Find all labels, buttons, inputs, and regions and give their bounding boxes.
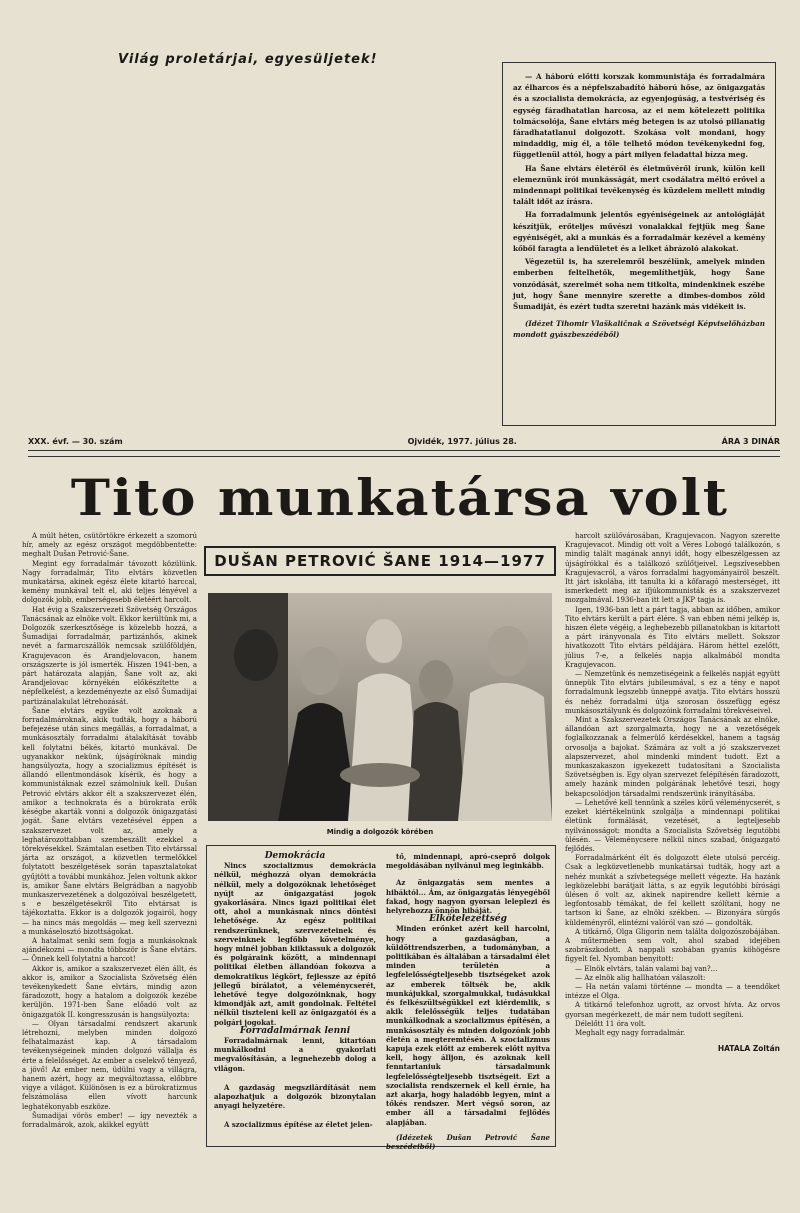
article-column-left [22, 532, 197, 1130]
article-paragraph: — Elnök elvtárs, talán valami baj van?... [575, 964, 718, 973]
price: ÁRA 3 DINÁR [721, 437, 780, 446]
party-slogan: Világ proletárjai, egyesüljetek! [118, 52, 378, 67]
article-banner: DUŠAN PETROVIĆ ŠANE 1914—1977 [204, 546, 556, 576]
quote-text: Az önigazgatás sem mentes a hibáktól... Ám, az önigazgatás lényegéből fakad, hogy nagyon gyorsan leleplezi és helyrehozza önnön hibáját. [386, 878, 550, 916]
article-paragraph: Šane elvtárs egyike volt azoknak a forradalmároknak, akik tudták, hogy a háború befejezése után sincs megállás, a forradalmat, a munkásosztály forradalmi átalakítását tovább kell folytatni békés, kitartó munkával. De ugyanakkor nekünk, újságíróknak mindig hangsúlyozta, hogy a szocializmus építését is állandó ellentmondások kísérik, és hogy a kommunistáknak ezzel számolniuk kell. Dušan Petrović elvtárs akkor élt a szakszervezet élén, amikor a technokrata és a bürokrata erők késégbe akarták vonni a dolgozók önigazgatási jogát. Šane elvtárs vezetésével éppen a szakszervezet volt az, amely a leghatározottabban szembeszállt ezekkel a törekvésekkel. Számtalan esetben Tito elvtárssal járta az országot, a közvetlen termelőkkel folytatott beszélgetések során tapasztalatokat gyűjtött a további munkához. Jelen voltunk akkor is, amikor Šane elvtárs Belgrádban a nagyobb munkaszervezetének a dolgozóival beszélgetett, s e beszélgetésekről Tito elvtársat is tájékoztatta. Ekkor is a dolgozók jogairól, hogy — ha nincs más megoldás — meg kell szervezni a munkáselosztó bizottságokat. [22, 706, 197, 936]
masthead-logo [28, 70, 476, 430]
author-signature: HATALA Zoltán [717, 1044, 780, 1054]
quote-paragraph: Ha forradalmunk jelentős egyéniségeinek az antológiáját készítjük, erőteljes művészi vonalakkal fejtjük meg Šane egyéniségét, aki a munkás és a forradalmár kezével a kemény kőből faragta a lendületet és a lelket ábrázoló alakokat. [513, 210, 765, 254]
news-photo [208, 593, 552, 821]
newspaper-masthead [28, 70, 476, 430]
quotes-box-left-column [214, 852, 376, 1130]
quote-paragraph: Végezetül is, ha szerelemről beszélünk, amelyek minden emberben feltelhetők, megemlíthetjük, hogy Šane vonzódását, szerelmét soha nem titkolta, mindenkinek eszébe jut, hogy Šane mennyire szerette a dimbes-dombos zöld Šumadiját, és ezért tudta szeretni hazánk más vidékeit is. [513, 257, 765, 312]
article-paragraph: Délelőtt 11 óra volt. [575, 1019, 646, 1028]
article-paragraph: Akkor is, amikor a szakszervezet élén állt, és akkor is, amikor a Szocialista Szövetség élén tevékenykedett Šane elvtárs, mindig azon fáradozott, hogy a hatalom a dolgozók kezébe kerüljön. 1971-ben Šane előadó volt az önigazgatók II. kongresszusán is hangsúlyozta: [22, 964, 197, 1019]
dateline [28, 437, 780, 451]
article-paragraph: Igen, 1936-ban lett a párt tagja, abban az időben, amikor Tito elvtárs került a párt élére. S van ebben némi jelkép is, hiszen élete végéig, a leghebezebb pillanatokban is kitartott a párt irányvonala és Tito elvtárs mellett. Sokszor hivatkozott Tito elvtárs példájára. Három héttel ezelőtt, július 7-e, a felkelés napja alkalmából mondta Kragujevacon. [565, 605, 780, 669]
article-paragraph: Šumadijai vörös ember! — így nevezték a forradalmárok, azok, akikkel együtt [22, 1111, 197, 1129]
quote-text: A gazdaság megszilárdítását nem alapozhatjuk a dolgozók bizonytalan anyagi helyzetére. [214, 1082, 376, 1111]
photo-image [208, 593, 552, 821]
quote-text: Nincs szocializmus demokrácia nélkül, méghozzá olyan demokrácia nélkül, mely a dolgozóknak lehetőséget nyújt az önigazgatási jogok gyakorlására. Nincs igazi politikai élet ott, ahol a munkásnak nincs döntési lehetősége. Az egész politikai rendszerünknek, szervezeteinek és szerveinknek legfőbb követelménye, hogy minél jobban kiiktassuk a dolgozók és polgáraink között, a mindennapi politikai életben állandóan fokozva a demokratikus légkört, fejlessze az építő jellegű bírálatot, a véleménycserét, lehetővé tegye dolgozóinknak, hogy kimondják azt, amit gondolnak. Feltétel nélkül tiszteleni kell az önigazgatói és a polgári jogokat. [214, 861, 376, 1027]
article-paragraph: A titkárnő telefonhoz ugrott, az orvost hívta. Az orvos gyorsan megérkezett, de már nem tudott segíteni. [565, 1001, 780, 1019]
quote-text: A szocializmus építése az életet jelen- [224, 1120, 373, 1130]
article-paragraph: harcolt szülővárosában, Kragujevacon. Nagyon szerette Kragujevacot. Mindig ott volt a Véres Lobogó találkozón, s mindig talált magának annyi időt, hogy elbeszélgessen az újságírókkal és a találkozó szülőtjeivel. Legszívesebben Kragujevacról, a város forradalmi hagyományairól beszélt. Itt járt iskolába, itt tanulta ki a kőfaragó mesterséget, itt ismerkedett meg az ifjúkommunisták és a szakszervezet mozgalmával. 1936-ban itt lett a JKP tagja is. [565, 532, 780, 605]
quote-box [502, 62, 776, 426]
section-heading: Elkötelezettség [429, 914, 507, 925]
article-paragraph: — Az elnök alig hallhatóan válaszolt: [575, 973, 706, 982]
article-paragraph: A titkárnő, Olga Gligorin nem találta dolgozószobájában. A műtermében sem volt, ahol szabad idejében szobrászkodott. A nappali szobában gyanús köhögésre figyelt fel. Nyomban benyitott: [565, 927, 780, 964]
quote-paragraph: — A háború előtti korszak kommunistája és forradalmára az élharcos és a népfelszabadító háború hőse, az önigazgatás és a szocialista demokrácia, az egyenjogúság, a testvériség és egység fáradhatatlan harcosa, az ei nem kötelezett politika tolmácsolója, Šane elvtárs még betegen is az utolsó pillanatig fáradhatatlanul dolgozott. Szokása volt mondani, hogy mindaddig, míg él, a tőle telhető módon tevékenykedni fog, függetlenül attól, hogy a párt milyen feladattal bízza meg. [513, 72, 765, 160]
article-paragraph: Meghalt egy nagy forradalmár. [575, 1028, 686, 1037]
article-paragraph: — Lehetővé kell tennünk a széles körű véleménycserét, s ezeket kiértékelnünk szolgálja a mindennapi politikai életünk formálását, vezetését, a legteljesebb nyilvánosságot: mondta a Szocialista Szövetség legutóbbi ülésén. — Véleménycsere nélkül nincs szabad, önigazgató fejlődés. [565, 798, 780, 853]
article-paragraph: — Ha netán valami történne — mondta — a teendőket intézze el Olga. [565, 982, 780, 1001]
section-heading: Forradalmárnak lenni [239, 1025, 351, 1036]
article-column-right [565, 532, 780, 1053]
main-headline: Tito munkatársa volt [70, 468, 730, 527]
quote-source: (Idézet Tihomir Vlaškaličnak a Szövetségi Képviselőházban mondott gyászbeszédéből) [513, 319, 765, 340]
article-paragraph: — Nemzetünk és nemzetiségeink a felkelés napját együtt ünnepük Tito elvtárs jubileumával, s ez a tény e napot forradalmunk legszebb ünneppé avatja. Tito elvtárs hosszú és nehéz forradalmi útja szorosan összefügg egész munkásosztályunk és dolgozóink forradalmi törekvéseivel. [565, 670, 780, 715]
article-paragraph: Forradalmárként élt és dolgozott élete utolsó percéig. Csak a legközvetlenebb munkatársai tudták, hogy azt a nehéz munkát a szívbetegsége mellett végezte. Ha hazánk legközelebbi barátjait látta, s az egyik legutóbbi bírósági ülésen ő volt az, akinek napirendre kellett kérnie a legfontosabb témákat, de fel kellett szólítani, hogy ne tartson ki Šane, az elnöki székben. — Bizonyára sürgős küldeményről, elintézni valóról van szó — gondolták. [565, 854, 780, 927]
article-paragraph: — Olyan társadalmi rendszert akarunk létrehozni, melyben minden dolgozó felhatalmazást kap. A társadalom tevékenységeinek minden dolgozó vállalja és érte a felelősséget. Az ember a cselekvő tényező, a jövő! Az ember nem, üdülni vagy a villágra, hanem azért, hogy az megváltoztassa, előbbre vigye a világot. Különösen is ez a bürokratizmus felszámolása ellen vívott harcunk leghatékonyabb eszköze. [22, 1019, 197, 1111]
divider [28, 456, 780, 457]
quotes-box-right-column [386, 852, 550, 1151]
article-paragraph: A hatalmat senki sem fogja a munkásoknak ajándékozni — mondta többször is Šane elvtárs. — Önnek kell folytatni a harcot! [22, 936, 197, 964]
article-paragraph: Megint egy forradalmár távozott közülünk. Nagy forradalmár, Tito elvtárs közvetlen munkatársa, akinek egész élete kitartó harccal, kemény munkával telt el, aki teljes lényével a dolgozók jobb, emberségesebb életéért harcolt. [22, 559, 197, 605]
place-date: Ojvidék, 1977. július 28. [407, 437, 517, 446]
article-paragraph: A múlt héten, csütörtökre érkezett a szomorú hír, amely az egész országot megdöbbentette: meghalt Dušan Petrović-Šane. [22, 532, 197, 559]
quote-paragraph: Ha Šane elvtárs életéről és életművéről írunk, külön kell elemeznünk írói munkásságát, mert csodálatra méltó erővel a mindennapi politikai tevékenység és küzdelem mellett mindig talált időt az írásra. [513, 163, 765, 207]
quote-source: (Idézetek Dušan Petrović Šane beszédeiből) [386, 1132, 550, 1152]
quote-text: Forradalmárnak lenni, kitartóan munkálkodni a gyakorlati megvalósításán, a legnehezebb dolog a világon. [214, 1036, 376, 1073]
article-paragraph: Mint a Szakszervezetek Országos Tanácsának az elnöke, állandóan azt szorgalmazta, hogy ne a vezetőségek foglalkozzanak a felmerülő kérdésekkel, hanem a tagság orvosolja a bajokat. Számára az volt a jó szakszervezet alapszervezet, ahol mindenki mindent tudott. Ezt a munkaszakaszon igyekezett tudatosítani a Szocialista Szövetségben is. Egy olyan szervezet felépítésén fáradozott, amely hazánk minden polgárának lehetővé teszi, hogy bekapcsolódjon társadalmi rendszerünk irányításába. [565, 716, 780, 798]
quote-text: Minden erőnket azért kell harcolni, hogy a gazdaságban, a küldöttrendszerben, a tudományban, a politikában és általában a társadalmi élet minden területén a legfelelősségteljesebb tisztségeket azok az emberek töltsék be, akik munkájukkal, szorgalmukkal, tudásukkal és felkészültségükkel ezt kiérdemlik, s akik felelősségük teljes tudatában munkálkodnak a szocializmus építésén, a munkásosztály és minden dolgozónk jobb életén a megteremtésén. A szocializmus kapuja ezek előtt az emberek előtt nyitva kell, hogy álljon, és azoknak kell fenntartaniuk társadalmunk legfelelősségteljesebb tisztségeit. Ezt a szocialista rendszernek el kell érnie, ha azt akarja, hogy haladóbb legyen, mint a tőkés rendszer. Mert végső soron, az ember áll a társadalmi fejlődés alapjában. [386, 924, 550, 1127]
quote-text: tő, mindennapi, apró-cseprő dolgok megoldásában nyilvánul meg leginkább. [386, 852, 550, 871]
section-heading: Demokrácia [264, 851, 326, 861]
issue-number: XXX. évf. — 30. szám [28, 437, 123, 446]
photo-caption: Mindig a dolgozók körében [326, 828, 434, 836]
article-paragraph: Hat évig a Szakszervezeti Szövetség Országos Tanácsának az elnöke volt. Ekkor kerültünk mi, a Dolgozók szerkesztősége is közelebb hozzá, a Šumadijai forradalmár, partizánhős, akinek nevét a farmarcszállók nemcsak szülőföldjén, Kragujevacon és Arandjelovacon, hanem országszerte is jól ismerték. Hiszen 1941-ben, a párt határozata alapján, Šane volt az, aki Arandjelovac környékén előkészítette a népfelkelést, a kezdeményezte az első Šumadijai partizánalakulat létrehozását. [22, 605, 197, 706]
